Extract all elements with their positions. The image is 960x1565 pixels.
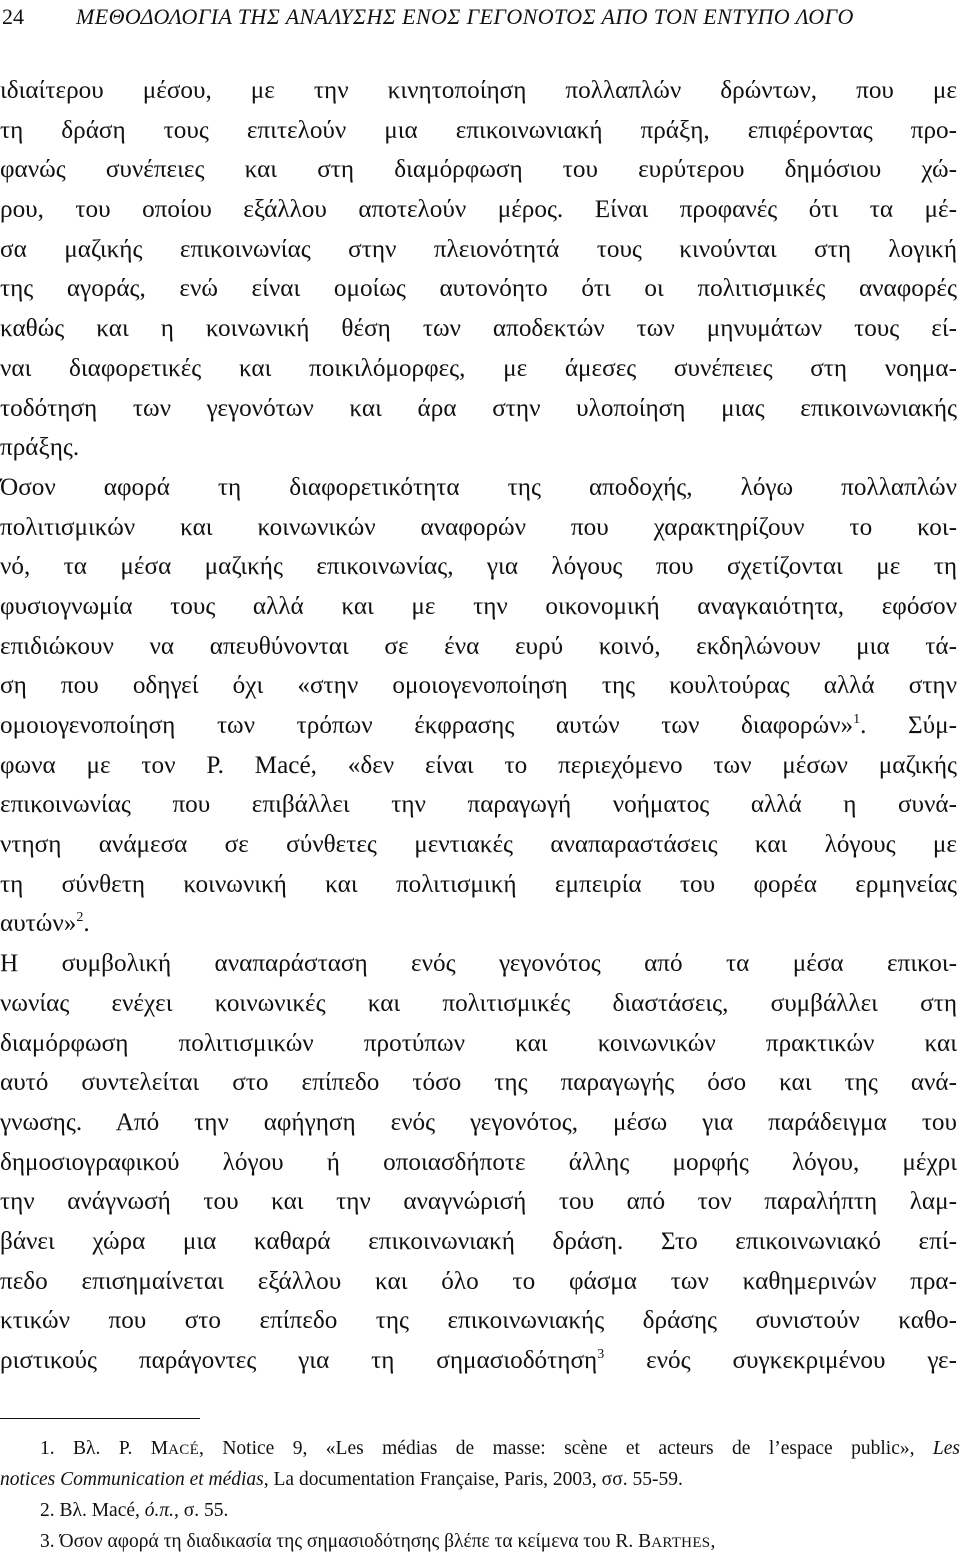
- text-line: [0, 904, 957, 944]
- text-line: Όσον αφορά τη διαφορετικότητα της αποδοχής, λόγω πολλαπλών: [0, 473, 957, 501]
- footnote-ref-3[interactable]: 3: [597, 1347, 605, 1362]
- footnote-text: Les: [932, 1438, 960, 1459]
- text-line: Η συμβολική αναπαράσταση ενός γεγονότος από τα μέσα επικοι-: [0, 950, 957, 978]
- footnote-text: ARTHES: [651, 1535, 711, 1551]
- text-line: γνωσης. Από την αφήγηση ενός γεγονότος, μέσω για παράδειγμα του: [0, 1108, 957, 1136]
- text-line: [0, 1341, 957, 1381]
- text-line: επιδιώκουν να απευθύνονται σε ένα ευρύ κοινό, εκδηλώνουν μια τά-: [0, 632, 957, 660]
- footnote-ref-1[interactable]: 1: [853, 712, 861, 727]
- text-line: δημοσιογραφικού λόγου ή οποιασδήποτε άλλης μορφής λόγου, μέχρι: [0, 1148, 957, 1176]
- footnote-text: ,: [710, 1531, 716, 1552]
- text-segment: ομοιογενοποίηση των τρόπων έκφρασης αυτών των διαφορών»: [0, 712, 854, 739]
- text-line: πράξης.: [0, 434, 80, 462]
- text-line: ρου, του οποίου εξάλλου αποτελούν μέρος. Είναι προφανές ότι τα μέ-: [0, 196, 957, 224]
- page-number: 24: [2, 4, 24, 29]
- body-text: [0, 71, 957, 1381]
- text-line: πεδο επισημαίνεται εξάλλου και όλο το φάσμα των καθημερινών πρα-: [0, 1267, 957, 1295]
- text-line: καθώς και η κοινωνική θέση των αποδεκτών των μηνυμάτων τους εί-: [0, 315, 957, 343]
- text-line: ναι διαφορετικές και ποικιλόμορφες, με άμεσες συνέπειες στη νοημα-: [0, 354, 957, 382]
- text-line: φανώς συνέπειες και στη διαμόρφωση του ευρύτερου δημόσιου χώ-: [0, 156, 957, 184]
- footnote-1-line-1: [0, 1433, 960, 1464]
- footnote-3: [0, 1526, 960, 1557]
- footnote-text: ό.π.: [144, 1500, 175, 1521]
- footnote-text: , Notice 9, «Les médias de masse: scène et acteurs de l’espace public»,: [199, 1438, 933, 1459]
- text-line: τοδότηση των γεγονότων και άρα στην υλοποίηση μιας επικοινωνιακής: [0, 394, 957, 422]
- text-line: βάνει χώρα μια καθαρά επικοινωνιακή δράση. Στο επικοινωνιακό επί-: [0, 1227, 957, 1255]
- footnote-text: , La documentation Française, Paris, 2003, σσ. 55-59.: [263, 1469, 683, 1490]
- page-header: [0, 2, 960, 32]
- text-segment: . Σύμ-: [860, 712, 957, 739]
- text-line: φυσιογνωμία τους αλλά και με την οικονομική αναγκαιότητα, εφόσον: [0, 592, 957, 620]
- footnote-text: notices Communication et médias: [0, 1469, 264, 1490]
- text-line: την ανάγνωσή του και την αναγνώρισή του από τον παραλήπτη λαμ-: [0, 1188, 957, 1216]
- text-line: ντηση ανάμεσα σε σύνθετες μεντιακές αναπαραστάσεις και λόγους με: [0, 831, 957, 859]
- text-line: ση που οδηγεί όχι «στην ομοιογενοποίηση της κουλτούρας αλλά στην: [0, 672, 957, 700]
- text-segment: αυτών»: [0, 910, 77, 938]
- text-line: νό, τα μέσα μαζικής επικοινωνίας, για λόγους που σχετίζονται με τη: [0, 553, 957, 581]
- footnote-text: , σ. 55.: [174, 1500, 229, 1521]
- text-line: της αγοράς, ενώ είναι ομοίως αυτονόητο ότι οι πολιτισμικές αναφορές: [0, 275, 957, 303]
- text-line: επικοινωνίας που επιβάλλει την παραγωγή νοήματος αλλά η συνά-: [0, 791, 957, 819]
- text-line: ιδιαίτερου μέσου, με την κινητοποίηση πολλαπλών δρώντων, που με: [0, 77, 957, 104]
- text-line: νωνίας ενέχει κοινωνικές και πολιτισμικές διαστάσεις, συμβάλλει στη: [0, 989, 957, 1017]
- text-segment: ριστικούς παράγοντες για τη σημασιοδότηση: [0, 1347, 598, 1374]
- footnote-2: [0, 1495, 960, 1526]
- footnote-text: 2. Βλ. Macé,: [40, 1500, 145, 1521]
- text-line: τη σύνθετη κοινωνική και πολιτισμική εμπειρία του φορέα ερμηνείας: [0, 870, 957, 898]
- footnotes: [0, 1433, 960, 1557]
- running-title: ΜΕΘΟΔΟΛΟΓΙΑ ΤΗΣ ΑΝΑΛΥΣΗΣ ΕΝΟΣ ΓΕΓΟΝΟΤΟΣ ΑΠΟ ΤΟΝ ΕΝΤΥΠΟ ΛΟΓΟ: [76, 4, 854, 29]
- text-line: τη δράση τους επιτελούν μια επικοινωνιακή πράξη, επιφέροντας προ-: [0, 116, 957, 144]
- footnote-text: 3. Όσον αφορά τη διαδικασία της σημασιοδότησης βλέπε τα κείμενα του R. B: [40, 1531, 652, 1552]
- footnote-divider: [0, 1418, 200, 1419]
- text-line: [0, 706, 957, 746]
- footnote-ref-2[interactable]: 2: [76, 910, 84, 926]
- text-segment: .: [83, 910, 90, 938]
- text-segment: ενός συγκεκριμένου γε-: [604, 1347, 957, 1374]
- text-line: αυτό συντελείται στο επίπεδο τόσο της παραγωγής όσο και της ανά-: [0, 1069, 957, 1097]
- text-line: σα μαζικής επικοινωνίας στην πλειονότητά τους κινούνται στη λογική: [0, 235, 957, 263]
- text-line: πολιτισμικών και κοινωνικών αναφορών που χαρακτηρίζουν το κοι-: [0, 513, 957, 541]
- footnote-text: ACÉ: [168, 1442, 200, 1458]
- text-line: κτικών που στο επίπεδο της επικοινωνιακής δράσης συνιστούν καθο-: [0, 1307, 957, 1335]
- text-line: διαμόρφωση πολιτισμικών προτύπων και κοινωνικών πρακτικών και: [0, 1029, 957, 1057]
- footnote-text: 1. Βλ. P. M: [40, 1438, 169, 1459]
- text-line: φωνα με τον P. Macé, «δεν είναι το περιεχόμενο των μέσων μαζικής: [0, 751, 957, 779]
- footnote-1-line-2: [0, 1464, 960, 1495]
